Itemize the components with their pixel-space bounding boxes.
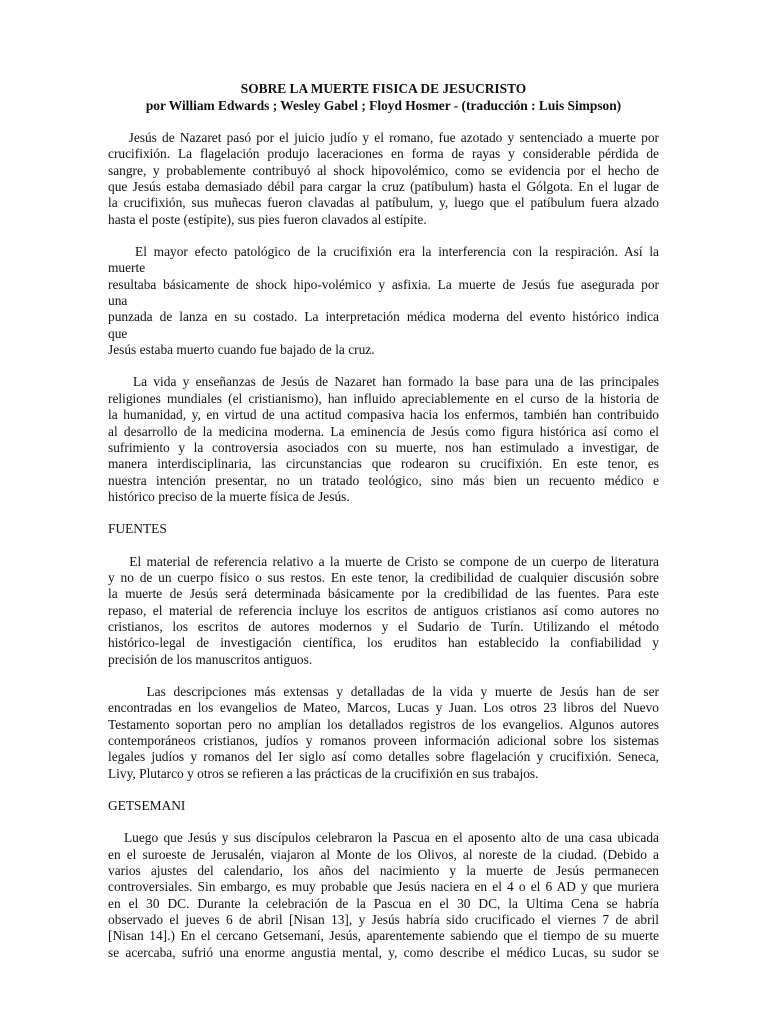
text-line: sufrimiento y la controversia asociados con su muerte, nos han estimulado a investigar, de bbox=[108, 439, 659, 455]
document-body bbox=[108, 130, 659, 961]
text-line: en el 30 DC. Durante la celebración de la Pascua en el 30 DC, la Ultima Cena se habría bbox=[108, 895, 659, 911]
section-heading: FUENTES bbox=[108, 521, 167, 537]
text-line: legales judíos y romanos del Ier siglo así como detalles sobre flagelación y crucifixión. Seneca, bbox=[108, 749, 659, 765]
text-line: se acercaba, sufrió una enorme angustia mental, y, como describe el médico Lucas, su sudor se bbox=[108, 944, 659, 960]
text-line: precisión de los manuscritos antiguos. bbox=[108, 651, 313, 667]
text-line: Jesús de Nazaret pasó por el juicio judío y el romano, fue azotado y sentenciado a muerte por bbox=[108, 130, 659, 145]
text-line: resultaba básicamente de shock hipo-volémico y asfixia. La muerte de Jesús fue asegurada por bbox=[108, 276, 659, 292]
text-line: manera interdisciplinaria, las circunstancias que rodearon su crucifixión. En este tenor, es bbox=[108, 456, 659, 472]
text-line: religiones mundiales (el cristianismo), han influido apreciablemente en el curso de la historia de bbox=[108, 390, 659, 406]
text-line: punzada de lanza en su costado. La interpretación médica moderna del evento histórico indica bbox=[108, 309, 659, 325]
paragraph bbox=[108, 830, 659, 961]
text-line: observado el jueves 6 de abril [Nisan 13], y Jesús habría sido crucificado el viernes 7 de abril bbox=[108, 912, 659, 928]
text-line: cristianos, los escritos de autores modernos y el Sudario de Turín. Utilizando el método bbox=[108, 618, 659, 634]
text-line: [Nisan 14].) En el cercano Getsemaní, Jesús, aparentemente sabiendo que el tiempo de su muerte bbox=[108, 928, 659, 944]
section-heading: GETSEMANI bbox=[108, 798, 186, 814]
paragraph-gap bbox=[108, 228, 659, 244]
text-line: Las descripciones más extensas y detalladas de la vida y muerte de Jesús han de ser bbox=[108, 683, 659, 699]
paragraph-gap bbox=[108, 814, 659, 830]
text-line: histórico-legal de investigación científica, los eruditos han establecido la confiabilidad y bbox=[108, 635, 659, 651]
paragraph-gap bbox=[108, 358, 659, 374]
text-line: El material de referencia relativo a la muerte de Cristo se compone de un cuerpo de literatura bbox=[108, 553, 659, 569]
paragraph-gap bbox=[108, 538, 659, 554]
text-line: hasta el poste (estípite), sus pies fueron clavados al estípite. bbox=[108, 211, 427, 227]
paragraph bbox=[108, 554, 659, 668]
paragraph-gap bbox=[108, 668, 659, 684]
paragraph bbox=[108, 374, 659, 505]
document-page bbox=[108, 80, 659, 961]
document-byline: por William Edwards ; Wesley Gabel ; Floyd Hosmer - (traducción : Luis Simpson) bbox=[145, 98, 622, 113]
text-line: muerte bbox=[108, 260, 146, 276]
document-title: SOBRE LA MUERTE FISICA DE JESUCRISTO bbox=[240, 81, 527, 96]
text-line: Testamento soportan pero no amplían los detallados registros de los evangelios. Algunos autores bbox=[108, 716, 659, 732]
text-line: contemporáneos cristianos, judíos y romanos proveen información adicional sobre los sistemas bbox=[108, 733, 659, 748]
text-line: sangre, y probablemente contribuyó al shock hipovolémico, como se evidencia por el hecho de bbox=[108, 162, 659, 178]
paragraph-gap bbox=[108, 505, 659, 521]
text-line: controversiales. Sin embargo, es muy probable que Jesús naciera en el 4 o el 6 AD y que muriera bbox=[108, 879, 659, 895]
text-line: histórico preciso de la muerte física de Jesús. bbox=[108, 488, 350, 504]
text-line: la muerte de Jesús será determinada básicamente por la credibilidad de las fuentes. Para este bbox=[108, 586, 659, 602]
paragraph bbox=[108, 130, 659, 228]
text-line: repaso, el material de referencia incluye los escritos de antiguos cristianos así como autores no bbox=[108, 602, 659, 618]
text-line: al desarrollo de la medicina moderna. La eminencia de Jesús como figura histórica así como el bbox=[108, 423, 659, 439]
text-line: Jesús estaba muerto cuando fue bajado de la cruz. bbox=[108, 342, 375, 358]
text-line: nuestra intención presentar, no un tratado teológico, sino más bien un recuento médico e bbox=[108, 472, 659, 488]
text-line: una bbox=[108, 293, 128, 309]
text-line: Luego que Jesús y sus discípulos celebraron la Pascua en el aposento alto de una casa ubicada bbox=[108, 830, 659, 846]
text-line: la humanidad, y, en virtud de una actitud compasiva hacia los enfermos, también han contribuido bbox=[108, 407, 659, 423]
text-line: la crucifixión, sus muñecas fueron clavadas al patíbulum, y, luego que el patíbulum fuera alzado bbox=[108, 195, 659, 211]
title-block bbox=[108, 80, 659, 114]
text-line: Livy, Plutarco y otros se refieren a las prácticas de la crucifixión en sus trabajos. bbox=[108, 765, 539, 781]
text-line: y no de un cuerpo físico o sus restos. En este tenor, la credibilidad de cualquier discusión sobre bbox=[108, 569, 659, 585]
paragraph bbox=[108, 684, 659, 782]
text-line: crucifixión. La flagelación produjo laceraciones en forma de rayas y considerable pérdida de bbox=[108, 146, 659, 162]
text-line: que bbox=[108, 325, 128, 341]
paragraph bbox=[108, 244, 659, 358]
paragraph-gap bbox=[108, 782, 659, 798]
text-line: encontradas en los evangelios de Mateo, Marcos, Lucas y Juan. Los otros 23 libros del Nuevo bbox=[108, 700, 659, 716]
text-line: varios ajustes del calendario, los años del nacimiento y la muerte de Jesús permanecen bbox=[108, 863, 659, 879]
text-line: que Jesús estaba demasiado débil para cargar la cruz (patíbulum) hasta el Gólgota. En el lugar de bbox=[108, 179, 659, 195]
text-line: La vida y enseñanzas de Jesús de Nazaret han formado la base para una de las principales bbox=[108, 374, 659, 390]
text-line: en el suroeste de Jerusalén, viajaron al Monte de los Olivos, al noreste de la ciudad. (Debido a bbox=[108, 846, 659, 862]
text-line: El mayor efecto patológico de la crucifixión era la interferencia con la respiración. Así la bbox=[108, 244, 659, 260]
